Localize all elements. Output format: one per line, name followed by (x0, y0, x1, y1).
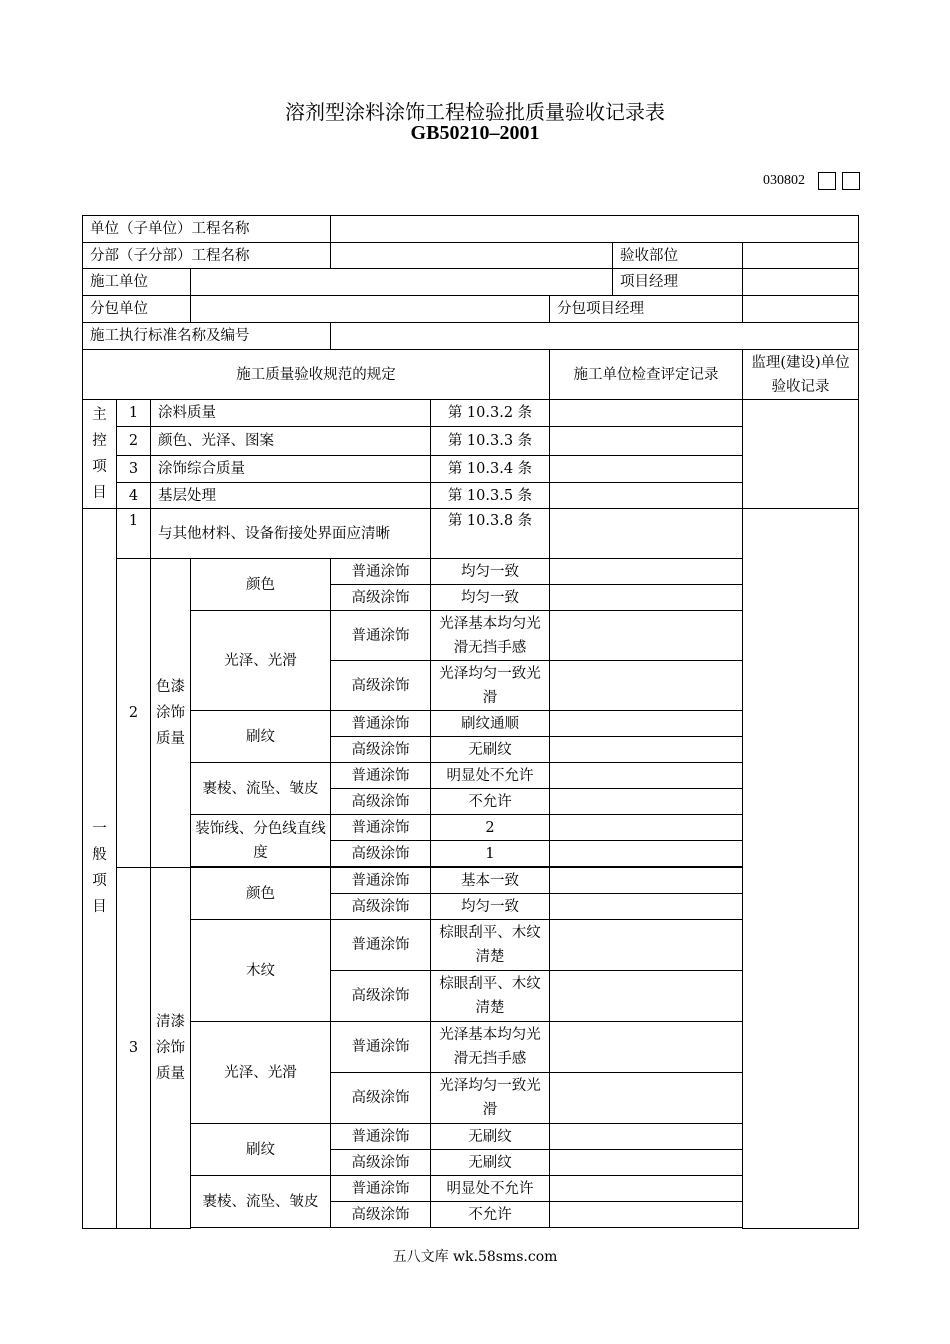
unit-project-label: 单位（子单位）工程名称 (83, 216, 331, 243)
check-record-cell[interactable] (550, 894, 743, 920)
item2-row-label: 光泽、光滑 (191, 611, 331, 711)
standard-value: 基本一致 (431, 868, 550, 894)
main-item-clause: 第 10.3.3 条 (431, 427, 550, 456)
grade-normal: 普通涂饰 (331, 868, 431, 894)
check-record-cell[interactable] (550, 868, 743, 894)
grade-advanced: 高级涂饰 (331, 971, 431, 1022)
general-item-no: 2 (117, 559, 151, 868)
standard-value: 不允许 (431, 1202, 550, 1228)
main-item-clause: 第 10.3.4 条 (431, 456, 550, 483)
spec-column-header: 施工质量验收规范的规定 (83, 350, 550, 400)
general-item-name: 与其他材料、设备衔接处界面应清晰 (151, 509, 431, 559)
general-supervision-record[interactable] (743, 509, 859, 1229)
grade-advanced: 高级涂饰 (331, 894, 431, 920)
main-item-no: 4 (117, 483, 151, 509)
check-record-cell[interactable] (550, 1202, 743, 1228)
acceptance-part-value[interactable] (743, 243, 859, 269)
standard-value: 无刷纹 (431, 737, 550, 763)
check-record-cell[interactable] (550, 920, 743, 971)
standard-value: 不允许 (431, 789, 550, 815)
main-item-no: 3 (117, 456, 151, 483)
grade-advanced: 高级涂饰 (331, 1202, 431, 1228)
standard-value: 光泽基本均匀光滑无挡手感 (431, 611, 550, 661)
grade-normal: 普通涂饰 (331, 920, 431, 971)
main-item-record[interactable] (550, 456, 743, 483)
check-record-cell[interactable] (550, 585, 743, 611)
standard-value: 光泽均匀一致光滑 (431, 661, 550, 711)
grade-advanced: 高级涂饰 (331, 1073, 431, 1124)
standard-value: 均匀一致 (431, 559, 550, 585)
grade-normal: 普通涂饰 (331, 763, 431, 789)
general-item-clause: 第 10.3.8 条 (431, 509, 550, 559)
standard-label: 施工执行标准名称及编号 (83, 323, 331, 350)
check-record-cell[interactable] (550, 1073, 743, 1124)
check-record-cell[interactable] (550, 1176, 743, 1202)
standard-value: 无刷纹 (431, 1150, 550, 1176)
main-item-clause: 第 10.3.2 条 (431, 400, 550, 427)
form-code-box-1[interactable] (818, 172, 836, 190)
general-item-no: 3 (117, 868, 151, 1229)
main-item-record[interactable] (550, 427, 743, 456)
main-supervision-record[interactable] (743, 400, 859, 509)
standard-value: 棕眼刮平、木纹清楚 (431, 920, 550, 971)
main-item-name: 基层处理 (151, 483, 431, 509)
check-record-cell[interactable] (550, 763, 743, 789)
standard-value: 1 (431, 841, 550, 867)
grade-advanced: 高级涂饰 (331, 585, 431, 611)
standard-code-title: GB50210‒2001 (410, 122, 540, 144)
check-record-cell[interactable] (550, 1124, 743, 1150)
standard-value: 均匀一致 (431, 894, 550, 920)
main-item-record[interactable] (550, 483, 743, 509)
grade-normal: 普通涂饰 (331, 611, 431, 661)
check-record-cell[interactable] (550, 711, 743, 737)
standard-value: 刷纹通顺 (431, 711, 550, 737)
check-record-cell[interactable] (550, 971, 743, 1022)
check-record-cell[interactable] (550, 841, 743, 867)
check-record-cell[interactable] (550, 789, 743, 815)
main-item-clause: 第 10.3.5 条 (431, 483, 550, 509)
sub-project-value[interactable] (331, 243, 613, 269)
item2-row-label: 颜色 (191, 559, 331, 611)
check-record-cell[interactable] (550, 737, 743, 763)
sub-project-label: 分部（子分部）工程名称 (83, 243, 331, 269)
item2-row-label: 装饰线、分色线直线度 (191, 815, 331, 867)
subcontract-unit-label: 分包单位 (83, 296, 191, 323)
grade-normal: 普通涂饰 (331, 711, 431, 737)
grade-advanced: 高级涂饰 (331, 841, 431, 867)
item3-row-label: 颜色 (191, 868, 331, 920)
item2-row-label: 刷纹 (191, 711, 331, 763)
item3-category: 清漆涂饰质量 (151, 868, 191, 1229)
item3-row-label: 光泽、光滑 (191, 1022, 331, 1124)
general-items-label: 一般项目 (83, 509, 117, 1229)
acceptance-part-label: 验收部位 (613, 243, 743, 269)
item3-row-label: 木纹 (191, 920, 331, 1022)
standard-value: 明显处不允许 (431, 763, 550, 789)
grade-normal: 普通涂饰 (331, 1124, 431, 1150)
construction-unit-label: 施工单位 (83, 269, 191, 296)
check-record-cell[interactable] (550, 815, 743, 841)
footer-watermark: 五八文库 wk.58sms.com (392, 1249, 558, 1265)
check-record-cell[interactable] (550, 559, 743, 585)
form-code-box-2[interactable] (842, 172, 860, 190)
construction-unit-value[interactable] (191, 269, 613, 296)
standard-value[interactable] (331, 323, 859, 350)
unit-project-value[interactable] (331, 216, 859, 243)
project-manager-value[interactable] (743, 269, 859, 296)
project-manager-label: 项目经理 (613, 269, 743, 296)
form-code: 030802 (763, 173, 805, 188)
main-item-no: 1 (117, 400, 151, 427)
grade-advanced: 高级涂饰 (331, 1150, 431, 1176)
general-item-record[interactable] (550, 509, 743, 559)
grade-normal: 普通涂饰 (331, 559, 431, 585)
grade-normal: 普通涂饰 (331, 815, 431, 841)
item3-row-label: 刷纹 (191, 1124, 331, 1176)
main-item-name: 涂饰综合质量 (151, 456, 431, 483)
check-record-cell[interactable] (550, 611, 743, 661)
grade-advanced: 高级涂饰 (331, 789, 431, 815)
standard-value: 均匀一致 (431, 585, 550, 611)
grade-advanced: 高级涂饰 (331, 661, 431, 711)
main-item-record[interactable] (550, 400, 743, 427)
inspection-record-table (82, 215, 859, 1229)
grade-advanced: 高级涂饰 (331, 737, 431, 763)
grade-normal: 普通涂饰 (331, 1022, 431, 1073)
item2-category: 色漆涂饰质量 (151, 559, 191, 868)
main-item-name: 涂料质量 (151, 400, 431, 427)
main-control-label: 主控项目 (83, 400, 117, 509)
standard-value: 无刷纹 (431, 1124, 550, 1150)
check-record-column-header: 施工单位检查评定记录 (550, 350, 743, 400)
check-record-cell[interactable] (550, 661, 743, 711)
subcontract-manager-value[interactable] (743, 296, 859, 323)
supervision-column-header: 监理(建设)单位验收记录 (743, 350, 859, 400)
main-item-name: 颜色、光泽、图案 (151, 427, 431, 456)
subcontract-manager-label: 分包项目经理 (550, 296, 743, 323)
check-record-cell[interactable] (550, 1022, 743, 1073)
item3-row-label: 裹棱、流坠、皱皮 (191, 1176, 331, 1228)
subcontract-unit-value[interactable] (191, 296, 550, 323)
grade-normal: 普通涂饰 (331, 1176, 431, 1202)
check-record-cell[interactable] (550, 1150, 743, 1176)
main-item-no: 2 (117, 427, 151, 456)
general-item-no: 1 (117, 509, 151, 559)
standard-value: 2 (431, 815, 550, 841)
standard-value: 棕眼刮平、木纹清楚 (431, 971, 550, 1022)
page-title: 溶剂型涂料涂饰工程检验批质量验收记录表 (285, 100, 665, 124)
item2-row-label: 裹棱、流坠、皱皮 (191, 763, 331, 815)
standard-value: 光泽基本均匀光滑无挡手感 (431, 1022, 550, 1073)
standard-value: 明显处不允许 (431, 1176, 550, 1202)
standard-value: 光泽均匀一致光滑 (431, 1073, 550, 1124)
